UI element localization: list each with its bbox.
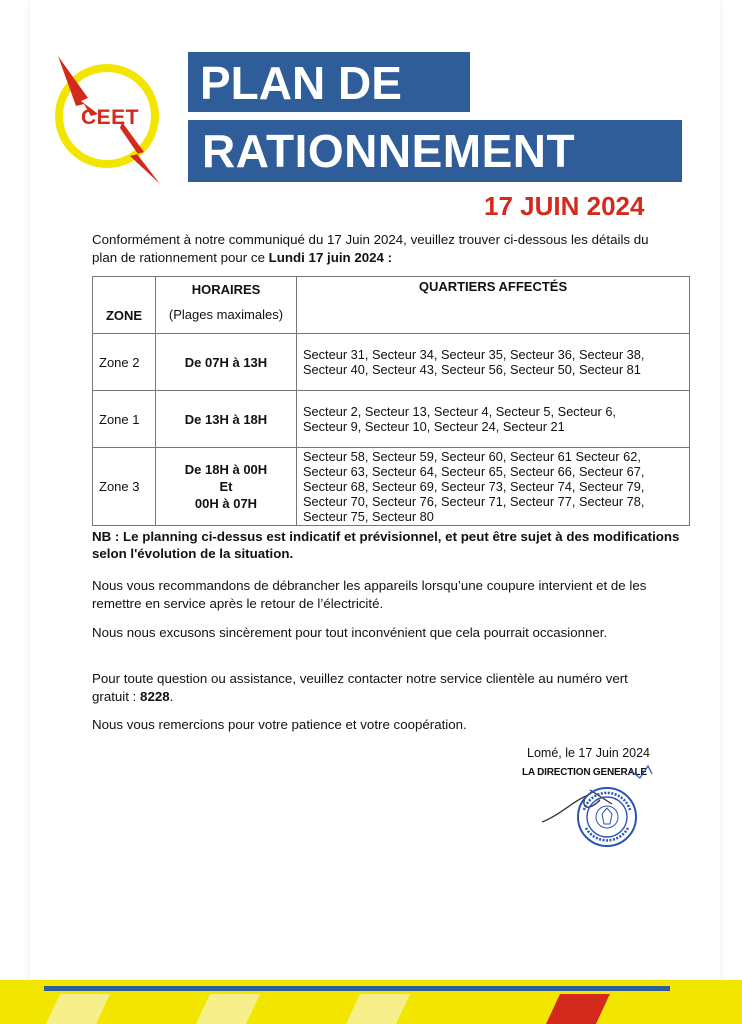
hours-line: De 07H à 13H — [184, 354, 268, 370]
sectors-cell — [297, 391, 690, 448]
col-quartiers: QUARTIERS AFFECTÉS — [297, 277, 690, 334]
sectors-line: Secteur 70, Secteur 76, Secteur 71, Secteur 77, Secteur 78, — [303, 494, 645, 509]
col-zone: ZONE — [93, 277, 156, 334]
footer-stripe — [0, 980, 742, 1024]
nb-note: NB : Le planning ci-dessus est indicatif et prévisionnel, et peut être sujet à des modifications selon l'évolution de la situation. — [92, 529, 680, 561]
sectors-line: Secteur 75, Secteur 80 — [303, 509, 434, 524]
hours-cell — [156, 391, 297, 448]
plan-date: 17 JUIN 2024 — [484, 191, 645, 221]
hours-line: 00H à 07H — [194, 496, 258, 511]
sectors-line: Secteur 68, Secteur 69, Secteur 73, Secteur 74, Secteur 79, — [303, 479, 645, 494]
logo-text: CEET — [80, 106, 139, 129]
contact-end: . — [169, 689, 174, 704]
title-line-1: PLAN DE — [188, 52, 470, 112]
col-horaires-sub: (Plages maximales) — [168, 307, 284, 322]
contact-text: Pour toute question ou assistance, veuillez contacter notre service clientèle au numéro vert gratuit : — [92, 671, 628, 704]
sectors-line: Secteur 63, Secteur 64, Secteur 65, Secteur 66, Secteur 67, — [303, 464, 645, 479]
sectors-line: Secteur 40, Secteur 43, Secteur 56, Secteur 50, Secteur 81 — [303, 362, 641, 377]
official-seal-icon — [574, 786, 640, 848]
place-date: Lomé, le 17 Juin 2024 — [527, 746, 651, 760]
hours-cell — [156, 448, 297, 526]
title-line-2: RATIONNEMENT — [188, 120, 682, 182]
paragraph-thanks: Nous vous remercions pour votre patience et votre coopération. — [92, 717, 467, 732]
col-horaires — [156, 277, 297, 334]
paragraph-recommendation: Nous vous recommandons de débrancher les appareils lorsqu’une coupure intervient et de les remettre en service après le retour de l’électricité. — [92, 578, 647, 611]
sectors-line: Secteur 9, Secteur 10, Secteur 24, Secteur 21 — [303, 419, 565, 434]
table-row — [93, 391, 690, 448]
sectors-line: Secteur 2, Secteur 13, Secteur 4, Secteur 5, Secteur 6, — [303, 404, 616, 419]
sectors-line: Secteur 31, Secteur 34, Secteur 35, Secteur 36, Secteur 38, — [303, 347, 645, 362]
rationing-table — [92, 276, 690, 526]
zone-cell: Zone 3 — [93, 448, 156, 526]
hours-line: Et — [219, 479, 233, 494]
paragraph-apology: Nous nous excusons sincèrement pour tout inconvénient que cela pourrait occasionner. — [92, 625, 608, 640]
table-row — [93, 334, 690, 391]
zone-cell: Zone 1 — [93, 391, 156, 448]
intro-paragraph — [92, 231, 652, 267]
hours-line: De 18H à 00H — [184, 462, 268, 477]
table-header-row — [93, 277, 690, 334]
hours-line: De 13H à 18H — [184, 411, 268, 427]
sectors-cell — [297, 334, 690, 391]
sectors-line: Secteur 58, Secteur 59, Secteur 60, Secteur 61 Secteur 62, — [303, 449, 641, 464]
contact-number: 8228 — [140, 689, 170, 704]
direction-generale: LA DIRECTION GENERALE — [522, 767, 647, 778]
col-horaires-label: HORAIRES — [191, 282, 261, 297]
paragraph-contact — [92, 670, 650, 706]
hours-cell — [156, 334, 297, 391]
intro-date: Lundi 17 juin 2024 : — [268, 250, 393, 265]
intro-text: Conformément à notre communiqué du 17 Juin 2024, veuillez trouver ci-dessous les détails du plan de rationnement pour ce — [92, 232, 649, 265]
zone-cell: Zone 2 — [93, 334, 156, 391]
sectors-cell — [297, 448, 690, 526]
table-row — [93, 448, 690, 526]
